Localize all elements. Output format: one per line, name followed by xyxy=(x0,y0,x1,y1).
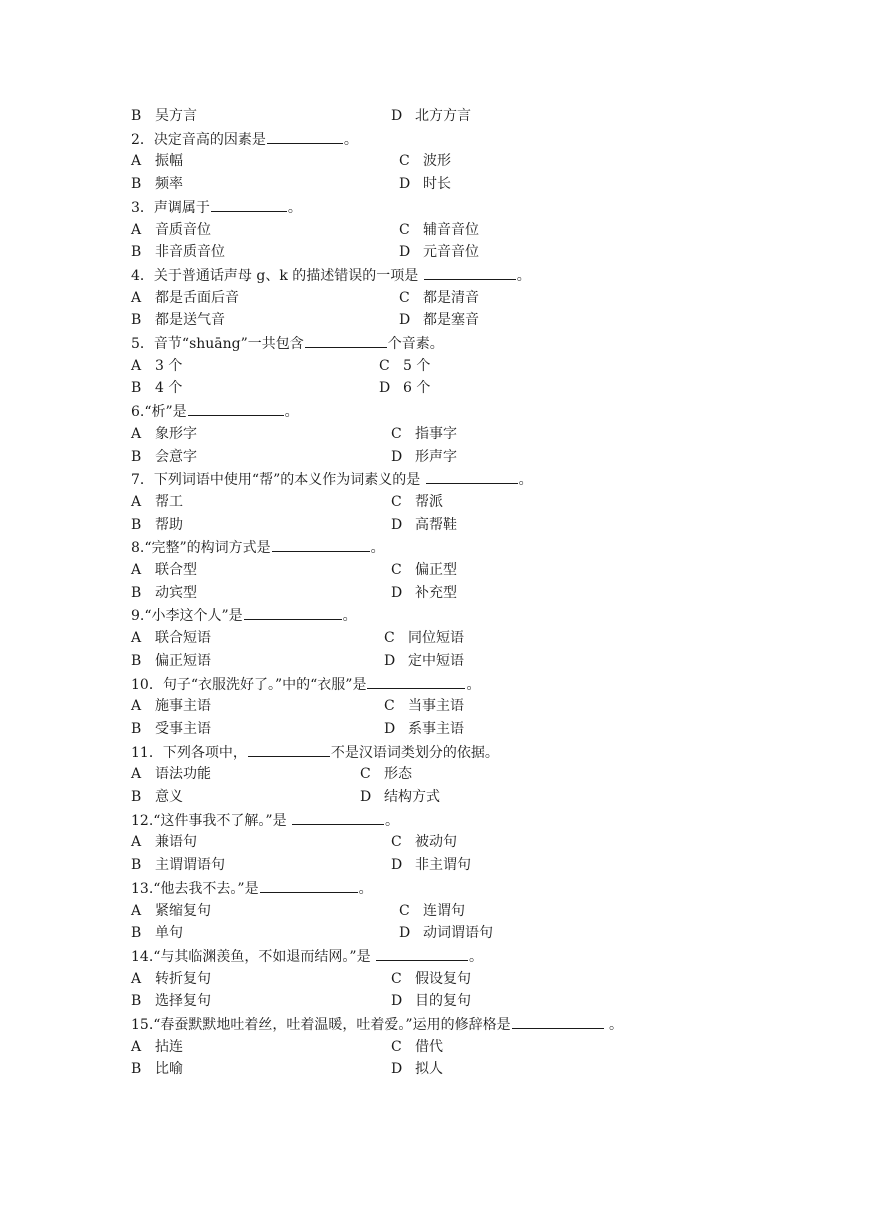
option-text: 都是塞音 xyxy=(423,312,479,329)
option-text: 目的复句 xyxy=(415,993,471,1010)
option-text: 结构方式 xyxy=(384,789,440,805)
option-text: 紧缩复句 xyxy=(155,902,211,919)
option xyxy=(131,356,182,376)
option-letter: C xyxy=(399,153,410,170)
question-suffix: 。 xyxy=(518,472,533,489)
option-letter: D xyxy=(360,789,372,805)
option-text: 补充型 xyxy=(415,584,457,601)
option xyxy=(131,855,225,875)
question-line xyxy=(131,674,829,694)
option-letter: A xyxy=(131,289,142,306)
options-line xyxy=(131,151,829,171)
question-line xyxy=(131,265,829,285)
option-letter: A xyxy=(131,562,142,578)
option xyxy=(399,151,451,171)
question-suffix: 。 xyxy=(370,540,385,557)
option-text: 波形 xyxy=(423,153,451,170)
option-letter: A xyxy=(131,493,142,510)
question-text: 4．关于普通话声母 g、k 的描述错误的一项是 xyxy=(131,267,423,284)
option xyxy=(131,764,211,784)
option-text: 动宾型 xyxy=(155,584,197,601)
option xyxy=(131,447,197,467)
option-text: 偏正型 xyxy=(415,562,457,578)
options-line xyxy=(131,378,829,398)
options-line xyxy=(131,447,829,467)
option xyxy=(131,1059,183,1079)
answer-blank[interactable] xyxy=(376,946,468,961)
option-letter: A xyxy=(131,970,142,987)
option xyxy=(384,696,464,716)
option-text: 频率 xyxy=(155,176,183,193)
options-line xyxy=(131,832,829,852)
options-line xyxy=(131,310,829,330)
options-line xyxy=(131,901,829,921)
option-text: 施事主语 xyxy=(155,698,211,715)
option xyxy=(131,719,211,739)
options-line xyxy=(131,1037,829,1057)
option xyxy=(131,901,211,921)
option-text: 同位短语 xyxy=(408,630,464,647)
options-line xyxy=(131,628,829,648)
question-line xyxy=(131,333,829,353)
option-text: 转折复句 xyxy=(155,970,211,987)
option-text: 北方方言 xyxy=(415,108,471,124)
question-suffix: 。 xyxy=(358,880,373,897)
option-text: 振幅 xyxy=(155,153,183,170)
option-letter: A xyxy=(131,425,142,442)
option xyxy=(131,220,211,240)
option-letter: B xyxy=(131,244,142,261)
option xyxy=(131,424,197,444)
option-text: 5 个 xyxy=(403,357,431,374)
question-line xyxy=(131,129,829,149)
option-letter: A xyxy=(131,1038,142,1055)
option-letter: C xyxy=(379,357,390,374)
option-text: 被动句 xyxy=(415,834,457,851)
option-text: 主谓谓语句 xyxy=(155,857,225,874)
option xyxy=(360,787,440,807)
option-letter: B xyxy=(131,789,142,805)
option-text: 联合型 xyxy=(155,562,197,578)
question-suffix: 。 xyxy=(466,676,481,693)
option-text: 假设复句 xyxy=(415,970,471,987)
option xyxy=(384,719,464,739)
answer-blank[interactable] xyxy=(260,878,358,893)
option-text: 辅音音位 xyxy=(423,221,479,238)
option-text: 象形字 xyxy=(155,425,197,442)
option-text: 帮助 xyxy=(155,516,183,533)
option-text: 联合短语 xyxy=(155,630,211,647)
option xyxy=(131,628,211,648)
question-line xyxy=(131,537,829,557)
question-line xyxy=(131,605,829,625)
option xyxy=(131,969,211,989)
option-text: 帮派 xyxy=(415,493,443,510)
option xyxy=(391,560,457,580)
option-letter: A xyxy=(131,357,142,374)
option xyxy=(391,515,457,535)
options-line xyxy=(131,991,829,1011)
option xyxy=(391,969,471,989)
option-text: 元音音位 xyxy=(423,244,479,261)
question-suffix: 。 xyxy=(342,608,357,625)
option xyxy=(391,583,457,603)
option xyxy=(384,628,464,648)
option xyxy=(131,151,183,171)
option xyxy=(399,242,479,262)
option-letter: A xyxy=(131,834,142,851)
option xyxy=(391,492,443,512)
options-line xyxy=(131,1059,829,1079)
answer-blank[interactable] xyxy=(292,810,384,825)
options-line xyxy=(131,288,829,308)
answer-blank[interactable] xyxy=(188,401,284,416)
options-line xyxy=(131,424,829,444)
option-letter: A xyxy=(131,902,142,919)
options-line xyxy=(131,923,829,943)
option xyxy=(399,288,479,308)
option-letter: B xyxy=(131,312,142,329)
option-text: 系事主语 xyxy=(408,720,464,737)
answer-blank[interactable] xyxy=(424,265,516,280)
option-text: 指事字 xyxy=(415,425,457,442)
option xyxy=(131,106,197,126)
answer-blank[interactable] xyxy=(272,537,370,552)
option-text: 偏正短语 xyxy=(155,652,211,669)
option xyxy=(391,855,471,875)
option xyxy=(391,832,457,852)
option-text: 单句 xyxy=(155,925,183,942)
option-text: 会意字 xyxy=(155,448,197,465)
question-suffix: 。 xyxy=(516,267,531,284)
question-text: 8.“完整”的构词方式是 xyxy=(131,540,271,557)
option xyxy=(131,991,211,1011)
option-text: 定中短语 xyxy=(408,652,464,669)
options-line xyxy=(131,515,829,535)
option xyxy=(391,447,457,467)
option-letter: D xyxy=(399,925,411,942)
question-line xyxy=(131,1014,829,1034)
option xyxy=(379,356,430,376)
option xyxy=(391,1037,443,1057)
option xyxy=(131,923,183,943)
option-letter: D xyxy=(384,720,396,737)
option-letter: D xyxy=(391,448,403,465)
option xyxy=(131,832,197,852)
question-suffix: 。 xyxy=(287,199,302,216)
answer-blank[interactable] xyxy=(211,197,287,212)
option xyxy=(131,242,225,262)
option-letter: C xyxy=(360,766,371,783)
options-line xyxy=(131,787,829,807)
option xyxy=(131,560,197,580)
option-text: 3 个 xyxy=(155,357,183,374)
option-letter: A xyxy=(131,153,142,170)
option-letter: B xyxy=(131,516,142,533)
option-text: 时长 xyxy=(423,176,451,193)
option-text: 非主谓句 xyxy=(415,857,471,874)
options-line xyxy=(131,855,829,875)
answer-blank[interactable] xyxy=(367,674,465,689)
option-text: 动词谓语句 xyxy=(423,925,493,942)
option xyxy=(131,1037,183,1057)
option-letter: B xyxy=(131,720,142,737)
option-letter: D xyxy=(384,652,396,669)
option xyxy=(131,583,197,603)
options-line xyxy=(131,242,829,262)
answer-blank[interactable] xyxy=(512,1014,604,1029)
question-text: 2．决定音高的因素是 xyxy=(131,131,266,148)
options-line xyxy=(131,719,829,739)
option xyxy=(131,651,211,671)
options-line xyxy=(131,696,829,716)
option xyxy=(131,787,183,807)
option-letter: C xyxy=(399,221,410,238)
option xyxy=(391,991,471,1011)
option-letter: D xyxy=(391,857,403,874)
option-letter: D xyxy=(399,176,411,193)
option-letter: B xyxy=(131,380,142,397)
option-text: 借代 xyxy=(415,1038,443,1055)
option-letter: D xyxy=(399,244,411,261)
question-text: 13.“他去我不去。”是 xyxy=(131,880,259,897)
answer-blank[interactable] xyxy=(248,742,330,757)
option-letter: B xyxy=(131,993,142,1010)
option-letter: B xyxy=(131,108,142,124)
options-line xyxy=(131,764,829,784)
question-line xyxy=(131,401,829,421)
question-text: 6.“析”是 xyxy=(131,404,187,421)
option-text: 形态 xyxy=(384,766,412,783)
question-suffix: 。 xyxy=(385,812,400,829)
answer-blank[interactable] xyxy=(244,605,342,620)
option xyxy=(391,424,457,444)
option-letter: C xyxy=(399,902,410,919)
option xyxy=(399,901,465,921)
question-text: 7．下列词语中使用“帮”的本义作为词素义的是 xyxy=(131,472,425,489)
option-letter: B xyxy=(131,584,142,601)
question-line xyxy=(131,946,829,966)
option-letter: C xyxy=(391,562,402,578)
option-letter: C xyxy=(391,493,402,510)
options-line xyxy=(131,583,829,603)
option xyxy=(131,174,183,194)
question-line xyxy=(131,878,829,898)
option-letter: D xyxy=(391,584,403,601)
answer-blank[interactable] xyxy=(267,129,343,144)
option-letter: C xyxy=(399,289,410,306)
option-text: 语法功能 xyxy=(155,766,211,783)
option-letter: A xyxy=(131,698,142,715)
option-text: 当事主语 xyxy=(408,698,464,715)
option xyxy=(131,288,239,308)
option-letter: B xyxy=(131,652,142,669)
option xyxy=(399,310,479,330)
options-line xyxy=(131,560,829,580)
option xyxy=(399,174,451,194)
option-text: 非音质音位 xyxy=(155,244,225,261)
option-text: 受事主语 xyxy=(155,720,211,737)
question-text: 11．下列各项中， xyxy=(131,744,247,761)
answer-blank[interactable] xyxy=(426,469,518,484)
option-text: 意义 xyxy=(155,789,183,805)
option-letter: A xyxy=(131,630,142,647)
question-line xyxy=(131,810,829,830)
option-letter: D xyxy=(379,380,391,397)
option xyxy=(391,106,471,126)
option-text: 都是送气音 xyxy=(155,312,225,329)
option-letter: C xyxy=(391,834,402,851)
option-letter: C xyxy=(391,970,402,987)
question-text: 12.“这件事我不了解。”是 xyxy=(131,812,292,829)
option xyxy=(399,923,493,943)
option-letter: A xyxy=(131,766,142,783)
option-letter: B xyxy=(131,857,142,874)
question-text: 15.“春蚕默默地吐着丝，吐着温暖，吐着爱。”运用的修辞格是 xyxy=(131,1017,511,1033)
option xyxy=(131,492,183,512)
option-letter: D xyxy=(391,516,403,533)
options-line xyxy=(131,492,829,512)
option xyxy=(391,1059,443,1079)
option-letter: C xyxy=(391,1038,402,1055)
options-line xyxy=(131,969,829,989)
question-text: 3．声调属于 xyxy=(131,199,210,216)
question-suffix: 。 xyxy=(284,404,299,421)
question-text: 9.“小李这个人”是 xyxy=(131,608,243,625)
option-letter: B xyxy=(131,176,142,193)
question-text: 10．句子“衣服洗好了。”中的“衣服”是 xyxy=(131,676,367,693)
option-text: 高帮鞋 xyxy=(415,516,457,533)
option xyxy=(384,651,464,671)
option xyxy=(131,696,211,716)
options-line xyxy=(131,220,829,240)
option-letter: D xyxy=(391,1061,403,1078)
option-letter: D xyxy=(391,993,403,1010)
question-line xyxy=(131,742,829,762)
option-letter: B xyxy=(131,925,142,942)
option-text: 都是清音 xyxy=(423,289,479,306)
option xyxy=(360,764,412,784)
option xyxy=(131,310,225,330)
option xyxy=(379,378,430,398)
options-line xyxy=(131,106,829,126)
option-text: 音质音位 xyxy=(155,221,211,238)
option-text: 连谓句 xyxy=(423,902,465,919)
question-text: 5．音节“shuāng”一共包含 xyxy=(131,336,304,352)
question-suffix: 。 xyxy=(343,131,358,148)
option-letter: C xyxy=(391,425,402,442)
option-text: 4 个 xyxy=(155,380,183,397)
question-suffix: 。 xyxy=(604,1017,624,1033)
option-text: 形声字 xyxy=(415,448,457,465)
option-text: 帮工 xyxy=(155,493,183,510)
option-text: 6 个 xyxy=(403,380,431,397)
question-line xyxy=(131,197,829,217)
option-letter: D xyxy=(399,312,411,329)
options-line xyxy=(131,356,829,376)
option-text: 拈连 xyxy=(155,1038,183,1055)
option-text: 选择复句 xyxy=(155,993,211,1010)
question-suffix: 。 xyxy=(469,948,484,965)
answer-blank[interactable] xyxy=(305,333,387,348)
option-letter: D xyxy=(391,108,403,124)
option-letter: C xyxy=(384,698,395,715)
question-text: 14.“与其临渊羡鱼，不如退而结网。”是 xyxy=(131,948,376,965)
options-line xyxy=(131,651,829,671)
options-line xyxy=(131,174,829,194)
option xyxy=(131,515,183,535)
question-suffix: 个音素。 xyxy=(387,336,444,352)
option-text: 吴方言 xyxy=(155,108,197,124)
option-text: 比喻 xyxy=(155,1061,183,1078)
option-text: 拟人 xyxy=(415,1061,443,1078)
option xyxy=(131,378,182,398)
question-line xyxy=(131,469,829,489)
option-text: 兼语句 xyxy=(155,834,197,851)
question-suffix: 不是汉语词类划分的依据。 xyxy=(330,744,499,761)
option-text: 都是舌面后音 xyxy=(155,289,239,306)
option-letter: B xyxy=(131,1061,142,1078)
option xyxy=(399,220,479,240)
option-letter: B xyxy=(131,448,142,465)
option-letter: C xyxy=(384,630,395,647)
option-letter: A xyxy=(131,221,142,238)
